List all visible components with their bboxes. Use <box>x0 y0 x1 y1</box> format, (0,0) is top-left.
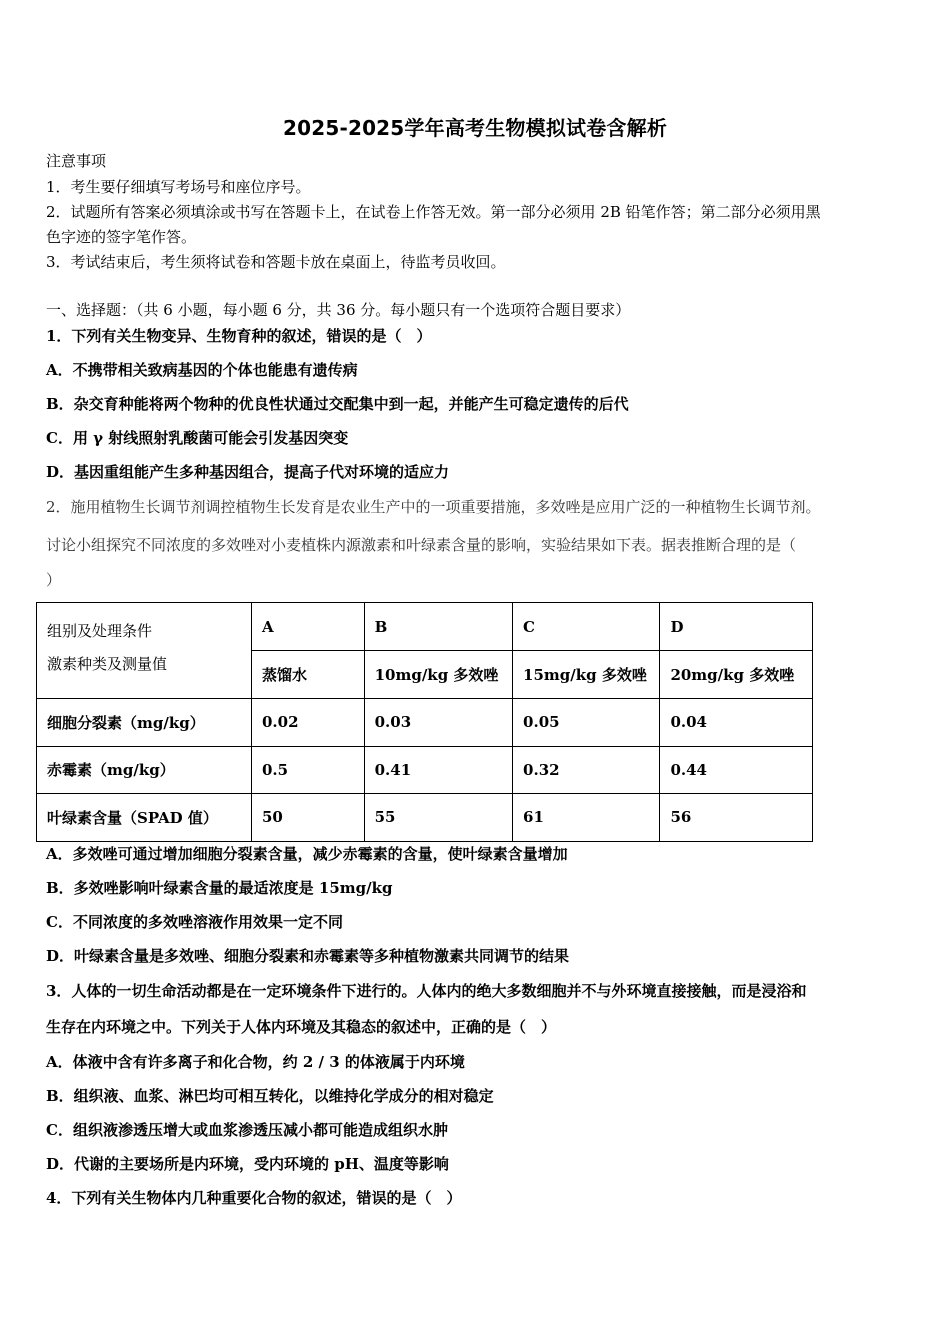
table-treatment-d: 20mg/kg 多效唑 <box>660 651 813 699</box>
results-table <box>36 602 813 842</box>
table-group-c: C <box>513 603 660 651</box>
q2-stem-line-2: 讨论小组探究不同浓度的多效唑对小麦植株内源激素和叶绿素含量的影响，实验结果如下表。据表推断合理的是（ <box>46 536 797 554</box>
table-row <box>37 699 813 747</box>
table-cell: 0.03 <box>364 699 512 747</box>
table-corner-top: 组别及处理条件 <box>47 622 153 640</box>
table-row <box>37 794 813 842</box>
notice-item-2-cont: 色字迹的签字笔作答。 <box>46 228 197 246</box>
q1-option-c: C．用 γ 射线照射乳酸菌可能会引发基因突变 <box>46 429 349 447</box>
page-title: 2025-2025学年高考生物模拟试卷含解析 <box>282 116 668 140</box>
table-cell: 50 <box>251 794 364 842</box>
q1-stem: 1．下列有关生物变异、生物育种的叙述，错误的是（ ） <box>46 327 432 345</box>
table-cell: 0.04 <box>660 699 813 747</box>
q3-stem-line-2: 生存在内环境之中。下列关于人体内环境及其稳态的叙述中，正确的是（ ） <box>46 1018 557 1036</box>
table-treatment-a: 蒸馏水 <box>251 651 364 699</box>
table-group-b: B <box>364 603 512 651</box>
table-corner-cell <box>37 603 252 699</box>
table-row-label: 细胞分裂素（mg/kg） <box>37 699 252 747</box>
q2-option-b: B．多效唑影响叶绿素含量的最适浓度是 15mg/kg <box>46 879 393 897</box>
notice-item-3: 3．考试结束后，考生须将试卷和答题卡放在桌面上，待监考员收回。 <box>46 253 506 271</box>
q2-stem-line-1: 2．施用植物生长调节剂调控植物生长发育是农业生产中的一项重要措施，多效唑是应用广泛的一种植物生长调节剂。 <box>46 498 821 516</box>
table-row <box>37 746 813 794</box>
table-treatment-b: 10mg/kg 多效唑 <box>364 651 512 699</box>
table-corner-bottom: 激素种类及测量值 <box>47 655 168 673</box>
q4-stem: 4．下列有关生物体内几种重要化合物的叙述，错误的是（ ） <box>46 1189 462 1207</box>
table-cell: 61 <box>513 794 660 842</box>
table-cell: 0.5 <box>251 746 364 794</box>
table-cell: 56 <box>660 794 813 842</box>
q2-option-c: C．不同浓度的多效唑溶液作用效果一定不同 <box>46 913 343 931</box>
table-row-label: 赤霉素（mg/kg） <box>37 746 252 794</box>
table-cell: 55 <box>364 794 512 842</box>
table-cell: 0.32 <box>513 746 660 794</box>
q1-option-b: B．杂交育种能将两个物种的优良性状通过交配集中到一起，并能产生可稳定遗传的后代 <box>46 395 629 413</box>
table-group-a: A <box>251 603 364 651</box>
q2-option-a: A．多效唑可通过增加细胞分裂素含量，减少赤霉素的含量，使叶绿素含量增加 <box>46 845 568 863</box>
table-cell: 0.41 <box>364 746 512 794</box>
table-treatment-c: 15mg/kg 多效唑 <box>513 651 660 699</box>
q3-option-b: B．组织液、血浆、淋巴均可相互转化，以维持化学成分的相对稳定 <box>46 1087 494 1105</box>
table-cell: 0.02 <box>251 699 364 747</box>
table-group-d: D <box>660 603 813 651</box>
notice-item-1: 1．考生要仔细填写考场号和座位序号。 <box>46 178 311 196</box>
q1-option-d: D．基因重组能产生多种基因组合，提高子代对环境的适应力 <box>46 463 450 481</box>
q3-option-d: D．代谢的主要场所是内环境，受内环境的 pH、温度等影响 <box>46 1155 449 1173</box>
q2-stem-line-3: ） <box>46 571 62 589</box>
section-heading: 一、选择题：（共 6 小题，每小题 6 分，共 36 分。每小题只有一个选项符合题目要求） <box>46 301 631 319</box>
table-cell: 0.05 <box>513 699 660 747</box>
notice-heading: 注意事项 <box>46 152 107 170</box>
q2-option-d: D．叶绿素含量是多效唑、细胞分裂素和赤霉素等多种植物激素共同调节的结果 <box>46 947 570 965</box>
table-row-label: 叶绿素含量（SPAD 值） <box>37 794 252 842</box>
q1-option-a: A．不携带相关致病基因的个体也能患有遗传病 <box>46 361 358 379</box>
q3-option-c: C．组织液渗透压增大或血浆渗透压减小都可能造成组织水肿 <box>46 1121 448 1139</box>
q3-option-a: A．体液中含有许多离子和化合物，约 2 / 3 的体液属于内环境 <box>46 1053 465 1071</box>
table-cell: 0.44 <box>660 746 813 794</box>
notice-item-2: 2．试题所有答案必须填涂或书写在答题卡上，在试卷上作答无效。第一部分必须用 2B 铅笔作答；第二部分必须用黑 <box>46 203 821 221</box>
q3-stem-line-1: 3．人体的一切生命活动都是在一定环境条件下进行的。人体内的绝大多数细胞并不与外环境直接接触，而是浸浴和 <box>46 982 807 1000</box>
